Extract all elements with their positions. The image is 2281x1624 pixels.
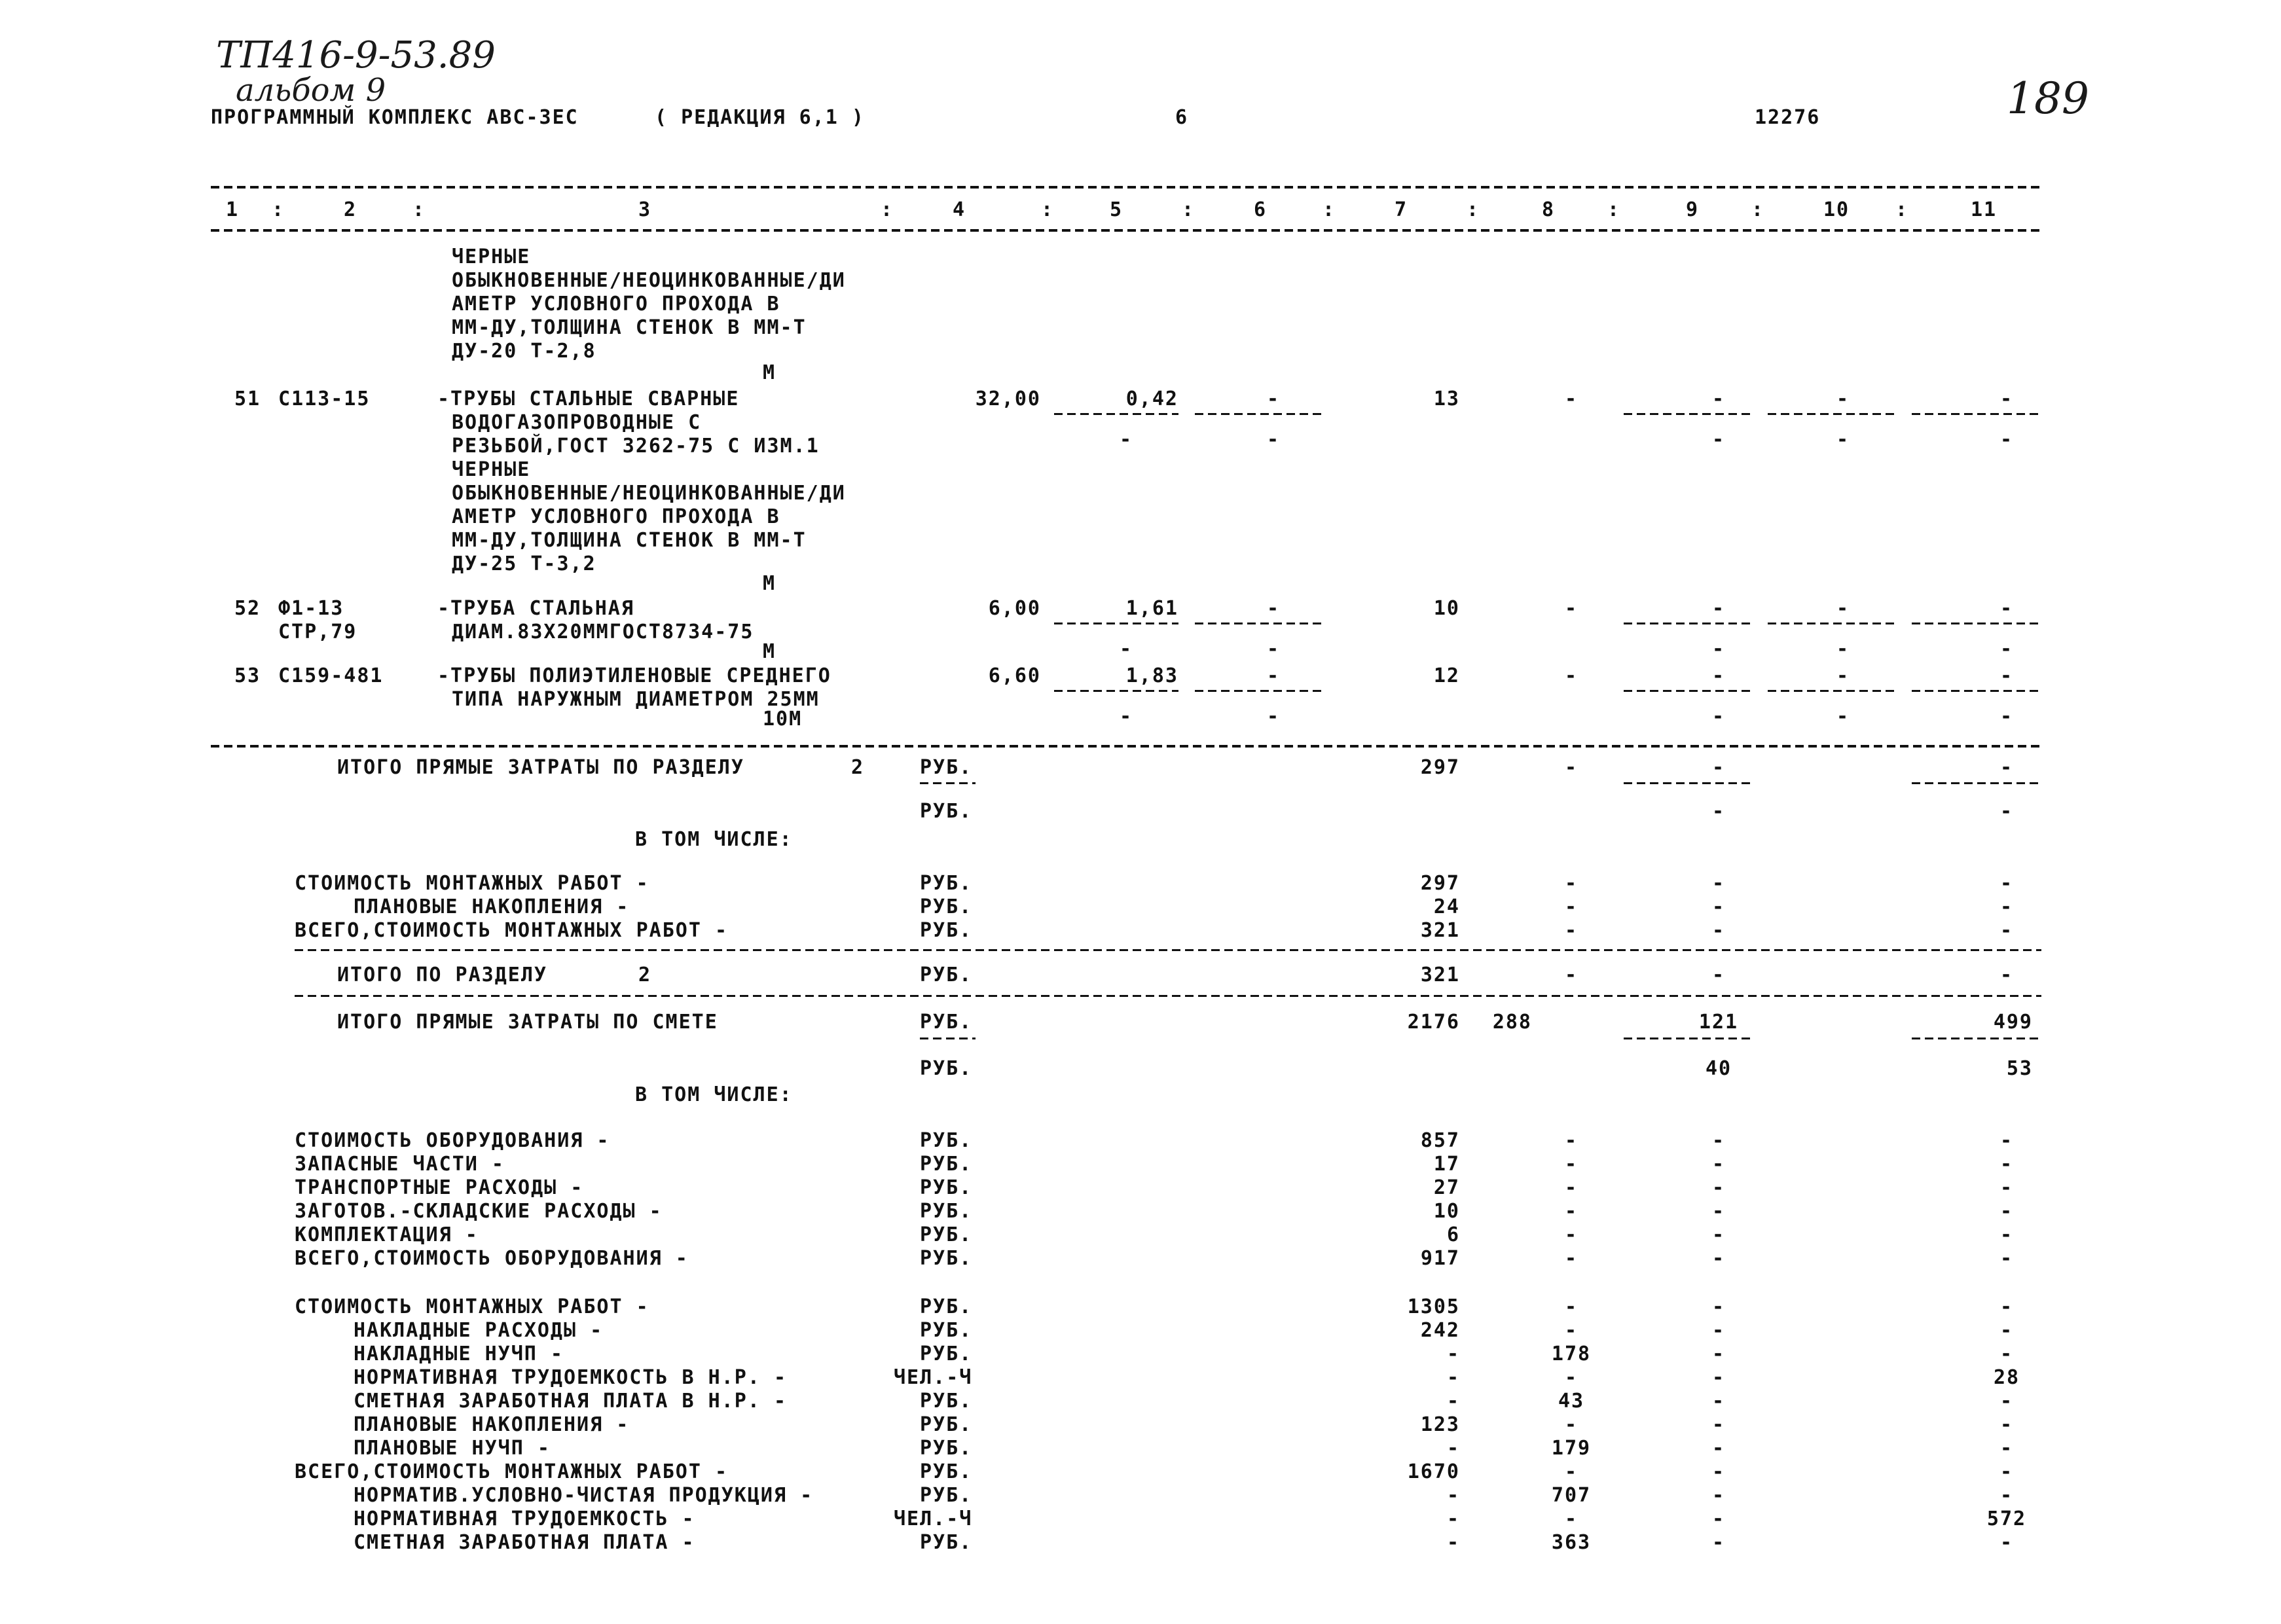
- section-rule: [211, 745, 2041, 748]
- item-subrule: [1054, 623, 1178, 624]
- estimate-total-unit: РУБ.: [920, 1011, 973, 1034]
- summary-row-label: ЗАГОТОВ.-СКЛАДСКИЕ РАСХОДЫ -: [295, 1200, 663, 1223]
- estimate-total-col9: 121: [1698, 1011, 1739, 1034]
- section-total-col8: -: [1564, 756, 1578, 779]
- column-separator: :: [881, 198, 894, 221]
- summary-row-col7: -: [1446, 1437, 1460, 1460]
- column-separator: :: [272, 198, 285, 221]
- item-description-line: -ТРУБЫ СТАЛЬНЫЕ СВАРНЫЕ: [437, 388, 740, 410]
- summary-row-col9: -: [1711, 1531, 1726, 1554]
- item-subrule: [1624, 623, 1751, 624]
- handwritten-project-code: ТП416-9-53.89: [216, 34, 496, 77]
- summary-row-label: НОРМАТИВ.УСЛОВНО-ЧИСТАЯ ПРОДУКЦИЯ -: [354, 1484, 814, 1507]
- item-col6: -: [1266, 664, 1281, 687]
- header-title: ПРОГРАММНЫЙ КОМПЛЕКС АВС-3ЕС: [211, 106, 579, 129]
- summary-row-col7: 857: [1420, 1129, 1460, 1152]
- section-total-unit2: РУБ.: [920, 800, 973, 823]
- item-sub-col11: -: [1999, 638, 2014, 660]
- summary-row-col7: -: [1446, 1531, 1460, 1554]
- estimate-total-unit2: РУБ.: [920, 1057, 973, 1080]
- column-separator: :: [1751, 198, 1765, 221]
- summary-row-col11: -: [1999, 919, 2014, 942]
- summary-row-col7: 10: [1433, 1200, 1460, 1223]
- item-number: 53: [234, 664, 261, 687]
- summary-row-col7: -: [1446, 1390, 1460, 1413]
- section-sum-col11: -: [1999, 964, 2014, 986]
- handwritten-page-number: 189: [2007, 73, 2089, 124]
- column-header-6: 6: [1254, 198, 1268, 221]
- summary-row-label: КОМПЛЕКТАЦИЯ -: [295, 1223, 479, 1246]
- column-header-2: 2: [344, 198, 357, 221]
- item-description-line: ВОДОГАЗОПРОВОДНЫЕ С: [452, 411, 702, 434]
- estimate-total-col8: 288: [1492, 1011, 1532, 1034]
- section-sum-col8: -: [1564, 964, 1578, 986]
- summary-row-unit: РУБ.: [920, 1319, 973, 1342]
- summary-row-col11: -: [1999, 1176, 2014, 1199]
- summary-row-col9: -: [1711, 1295, 1726, 1318]
- item-description-line: ТИПА НАРУЖНЫМ ДИАМЕТРОМ 25ММ: [452, 688, 820, 711]
- summary-row-unit: РУБ.: [920, 1200, 973, 1223]
- item-subrule: [1195, 413, 1323, 415]
- summary-row-label: СТОИМОСТЬ МОНТАЖНЫХ РАБОТ -: [295, 1295, 649, 1318]
- summary-row-col11: -: [1999, 1437, 2014, 1460]
- item-col11: -: [1999, 597, 2014, 620]
- estimate-total-col7: 2176: [1407, 1011, 1460, 1034]
- item-col9: -: [1711, 664, 1726, 687]
- summary-row-col11: -: [1999, 1295, 2014, 1318]
- item-sub-col6: -: [1266, 705, 1281, 728]
- item-subrule: [1624, 413, 1751, 415]
- header-code: 12276: [1755, 106, 1821, 129]
- item-total-col7: 13: [1433, 388, 1460, 410]
- item-sub-col9: -: [1711, 428, 1726, 451]
- item-subrule: [1054, 413, 1178, 415]
- column-header-4: 4: [953, 198, 966, 221]
- summary-row-unit: РУБ.: [920, 1390, 973, 1413]
- item-col9: -: [1711, 388, 1726, 410]
- section-sum-col9: -: [1711, 964, 1726, 986]
- summary-row-col8: -: [1564, 1200, 1578, 1223]
- summary-row-label: ПЛАНОВЫЕ НАКОПЛЕНИЯ -: [354, 895, 630, 918]
- section-total-col7: 297: [1420, 756, 1460, 779]
- item-col8: -: [1564, 597, 1578, 620]
- item-number: 52: [234, 597, 261, 620]
- section-sum-label: ИТОГО ПО РАЗДЕЛУ: [337, 964, 547, 986]
- item-total-col7: 10: [1433, 597, 1460, 620]
- summary-row-col9: -: [1711, 872, 1726, 895]
- summary-row-col8: -: [1564, 872, 1578, 895]
- column-separator: :: [1041, 198, 1055, 221]
- item-sub-col11: -: [1999, 428, 2014, 451]
- item-sub-col9: -: [1711, 638, 1726, 660]
- estimate-subrule: [1624, 1038, 1751, 1039]
- summary-row-unit: РУБ.: [920, 1153, 973, 1176]
- summary-row-col9: -: [1711, 1176, 1726, 1199]
- summary-row-label: НОРМАТИВНАЯ ТРУДОЕМКОСТЬ -: [354, 1507, 695, 1530]
- summary-row-unit: ЧЕЛ.-Ч: [894, 1507, 973, 1530]
- item-description-line: ДУ-20 Т-2,8: [452, 340, 596, 363]
- item-description-line: ММ-ДУ,ТОЛЩИНА СТЕНОК В ММ-Т: [452, 316, 807, 339]
- item-subrule: [1768, 623, 1895, 624]
- summary-row-col9: -: [1711, 1366, 1726, 1389]
- summary-row-col8: -: [1564, 1295, 1578, 1318]
- column-header-3: 3: [638, 198, 652, 221]
- summary-row-col8: -: [1564, 1319, 1578, 1342]
- section-total-number: 2: [851, 756, 865, 779]
- column-separator: :: [412, 198, 426, 221]
- summary-row-col9: -: [1711, 1247, 1726, 1270]
- summary-row-col9: -: [1711, 1200, 1726, 1223]
- summary-row-col9: -: [1711, 1507, 1726, 1530]
- item-description-line: ЧЕРНЫЕ: [452, 458, 531, 481]
- column-header-1: 1: [226, 198, 240, 221]
- summary-row-col11: -: [1999, 1129, 2014, 1152]
- summary-row-unit: РУБ.: [920, 1343, 973, 1365]
- summary-row-unit: ЧЕЛ.-Ч: [894, 1366, 973, 1389]
- column-separator: :: [1607, 198, 1621, 221]
- header-bottom-rule: [211, 229, 2041, 232]
- summary-row-col9: -: [1711, 1343, 1726, 1365]
- item-description-line: ДУ-25 Т-3,2: [452, 552, 596, 575]
- summary-row-col7: 24: [1433, 895, 1460, 918]
- summary-row-col11: -: [1999, 1413, 2014, 1436]
- summary-row-col8: 179: [1551, 1437, 1592, 1460]
- summary-row-col11: -: [1999, 1153, 2014, 1176]
- summary-row-label: СМЕТНАЯ ЗАРАБОТНАЯ ПЛАТА В Н.Р. -: [354, 1390, 788, 1413]
- summary-row-unit: РУБ.: [920, 1129, 973, 1152]
- column-header-7: 7: [1395, 198, 1408, 221]
- summary-row-col7: -: [1446, 1343, 1460, 1365]
- item-col6: -: [1266, 597, 1281, 620]
- estimate-total-col11: 499: [1993, 1011, 2033, 1034]
- summary-row-unit: РУБ.: [920, 919, 973, 942]
- summary-row-col7: 1670: [1407, 1460, 1460, 1483]
- summary-row-unit: РУБ.: [920, 1460, 973, 1483]
- header-page: 6: [1175, 106, 1189, 129]
- summary-row-col9: -: [1711, 1319, 1726, 1342]
- item-col8: -: [1564, 388, 1578, 410]
- summary-row-label: ВСЕГО,СТОИМОСТЬ ОБОРУДОВАНИЯ -: [295, 1247, 689, 1270]
- item-description-line: -ТРУБЫ ПОЛИЭТИЛЕНОВЫЕ СРЕДНЕГО: [437, 664, 831, 687]
- summary-row-col11: -: [1999, 1484, 2014, 1507]
- summary-row-col8: 43: [1558, 1390, 1585, 1413]
- summary-row-col7: 17: [1433, 1153, 1460, 1176]
- section-total-label: ИТОГО ПРЯМЫЕ ЗАТРАТЫ ПО РАЗДЕЛУ: [337, 756, 744, 779]
- item-unit: М: [763, 361, 776, 384]
- summary-row-label: ПЛАНОВЫЕ НАКОПЛЕНИЯ -: [354, 1413, 630, 1436]
- summary-row-unit: РУБ.: [920, 1437, 973, 1460]
- column-header-8: 8: [1542, 198, 1556, 221]
- summary-row-label: НОРМАТИВНАЯ ТРУДОЕМКОСТЬ В Н.Р. -: [354, 1366, 788, 1389]
- item-description-line: ОБЫКНОВЕННЫЕ/НЕОЦИНКОВАННЫЕ/ДИ: [452, 269, 846, 292]
- item-subrule: [1912, 413, 2041, 415]
- column-separator: :: [1895, 198, 1909, 221]
- estimate-total-label: ИТОГО ПРЯМЫЕ ЗАТРАТЫ ПО СМЕТЕ: [337, 1011, 718, 1034]
- item-description-line: АМЕТР УСЛОВНОГО ПРОХОДА В: [452, 505, 780, 528]
- item-subrule: [1195, 623, 1323, 624]
- item-subrule: [1912, 690, 2041, 692]
- table-top-rule: [211, 186, 2041, 189]
- summary-row-col7: -: [1446, 1484, 1460, 1507]
- summary-row-col11: -: [1999, 1223, 2014, 1246]
- summary-row-col11: -: [1999, 1460, 2014, 1483]
- including-heading: В ТОМ ЧИСЛЕ:: [635, 1083, 793, 1106]
- item-quantity: 6,00: [988, 597, 1041, 620]
- item-description-line: ММ-ДУ,ТОЛЩИНА СТЕНОК В ММ-Т: [452, 529, 807, 552]
- summary-row-unit: РУБ.: [920, 1223, 973, 1246]
- item-unit: М: [763, 640, 776, 663]
- summary-row-col11: 572: [1986, 1507, 2027, 1530]
- item-code: Ф1-13: [278, 597, 344, 620]
- summary-row-col8: -: [1564, 1223, 1578, 1246]
- section-total-unit: РУБ.: [920, 756, 973, 779]
- item-sub-col5: -: [1119, 638, 1133, 660]
- summary-row-label: НАКЛАДНЫЕ НУЧП -: [354, 1343, 564, 1365]
- item-description-line: АМЕТР УСЛОВНОГО ПРОХОДА В: [452, 293, 780, 316]
- item-sub-col5: -: [1119, 428, 1133, 451]
- summary-row-col11: -: [1999, 1531, 2014, 1554]
- item-description-line: ЧЕРНЫЕ: [452, 245, 531, 268]
- summary-row-unit: РУБ.: [920, 1176, 973, 1199]
- summary-row-col8: -: [1564, 919, 1578, 942]
- summary-row-label: НАКЛАДНЫЕ РАСХОДЫ -: [354, 1319, 604, 1342]
- summary-row-col11: -: [1999, 1343, 2014, 1365]
- section-total-col9: -: [1711, 756, 1726, 779]
- item-code-page: СТР,79: [278, 621, 357, 643]
- summary-row-col11: -: [1999, 872, 2014, 895]
- summary-row-label: ЗАПАСНЫЕ ЧАСТИ -: [295, 1153, 505, 1176]
- summary-row-col11: -: [1999, 895, 2014, 918]
- item-subrule: [1768, 413, 1895, 415]
- summary-row-col11: -: [1999, 1247, 2014, 1270]
- item-quantity: 32,00: [975, 388, 1041, 410]
- summary-row-col11: -: [1999, 1200, 2014, 1223]
- estimate-total-col11b: 53: [2006, 1057, 2033, 1080]
- summary-row-col9: -: [1711, 1437, 1726, 1460]
- summary-row-unit: РУБ.: [920, 872, 973, 895]
- item-col11: -: [1999, 664, 2014, 687]
- item-sub-col10: -: [1836, 705, 1850, 728]
- summary-row-unit: РУБ.: [920, 1295, 973, 1318]
- summary-row-col8: 363: [1551, 1531, 1592, 1554]
- summary-row-col11: -: [1999, 1319, 2014, 1342]
- summary-row-label: ПЛАНОВЫЕ НУЧП -: [354, 1437, 551, 1460]
- section-total-col9b: -: [1711, 800, 1726, 823]
- summary-row-col8: -: [1564, 1247, 1578, 1270]
- summary-row-col7: 242: [1420, 1319, 1460, 1342]
- summary-row-col8: -: [1564, 895, 1578, 918]
- column-header-9: 9: [1686, 198, 1700, 221]
- summary-row-col7: 321: [1420, 919, 1460, 942]
- section-sum-unit: РУБ.: [920, 964, 973, 986]
- item-col10: -: [1836, 388, 1850, 410]
- summary-row-col9: -: [1711, 1129, 1726, 1152]
- item-description-line: -ТРУБА СТАЛЬНАЯ: [437, 597, 634, 620]
- summary-row-col7: -: [1446, 1507, 1460, 1530]
- summary-row-col9: -: [1711, 1390, 1726, 1413]
- item-total-col7: 12: [1433, 664, 1460, 687]
- summary-row-col8: -: [1564, 1460, 1578, 1483]
- item-quantity: 6,60: [988, 664, 1041, 687]
- item-subrule: [1624, 690, 1751, 692]
- summary-row-col8: -: [1564, 1176, 1578, 1199]
- summary-row-unit: РУБ.: [920, 1531, 973, 1554]
- column-header-11: 11: [1971, 198, 1998, 221]
- item-col8: -: [1564, 664, 1578, 687]
- item-col10: -: [1836, 597, 1850, 620]
- summary-row-col8: -: [1564, 1507, 1578, 1530]
- item-sub-col5: -: [1119, 705, 1133, 728]
- summary-row-col9: -: [1711, 1460, 1726, 1483]
- summary-row-col7: 123: [1420, 1413, 1460, 1436]
- column-header-5: 5: [1110, 198, 1123, 221]
- item-code: С159-481: [278, 664, 384, 687]
- item-subrule: [1912, 623, 2041, 624]
- item-col10: -: [1836, 664, 1850, 687]
- estimate-total-col9b: 40: [1705, 1057, 1732, 1080]
- summary-row-col7: 297: [1420, 872, 1460, 895]
- summary-row-col7: 6: [1446, 1223, 1460, 1246]
- summary-row-col8: 707: [1551, 1484, 1592, 1507]
- summary-row-unit: РУБ.: [920, 1247, 973, 1270]
- summary-row-label: СТОИМОСТЬ МОНТАЖНЫХ РАБОТ -: [295, 872, 649, 895]
- item-sub-col6: -: [1266, 428, 1281, 451]
- column-separator: :: [1467, 198, 1480, 221]
- summary-row-col11: -: [1999, 1390, 2014, 1413]
- summary-row-label: СТОИМОСТЬ ОБОРУДОВАНИЯ -: [295, 1129, 610, 1152]
- summary-row-col8: -: [1564, 1153, 1578, 1176]
- item-unit-price: 1,61: [1125, 597, 1178, 620]
- summary-row-unit: РУБ.: [920, 1484, 973, 1507]
- section-total-col11: -: [1999, 756, 2014, 779]
- item-col6: -: [1266, 388, 1281, 410]
- summary-row-col9: -: [1711, 1484, 1726, 1507]
- summary-row-label: ВСЕГО,СТОИМОСТЬ МОНТАЖНЫХ РАБОТ -: [295, 919, 729, 942]
- summary-row-col9: -: [1711, 1223, 1726, 1246]
- item-subrule: [1768, 690, 1895, 692]
- item-subrule: [1195, 690, 1323, 692]
- summary-row-unit: РУБ.: [920, 1413, 973, 1436]
- item-unit: 10М: [763, 708, 803, 731]
- summary-row-label: ТРАНСПОРТНЫЕ РАСХОДЫ -: [295, 1176, 584, 1199]
- section-subrule: [1624, 782, 1751, 784]
- item-number: 51: [234, 388, 261, 410]
- section-sum-col7: 321: [1420, 964, 1460, 986]
- column-separator: :: [1182, 198, 1195, 221]
- item-col11: -: [1999, 388, 2014, 410]
- summary-row-col7: 27: [1433, 1176, 1460, 1199]
- item-sub-col11: -: [1999, 705, 2014, 728]
- item-description-line: РЕЗЬБОЙ,ГОСТ 3262-75 С ИЗМ.1: [452, 435, 820, 458]
- summary-row-col8: -: [1564, 1129, 1578, 1152]
- section-sum-number: 2: [638, 964, 652, 986]
- unit-subrule: [920, 782, 976, 784]
- item-description-line: ДИАМ.83Х20ММГОСТ8734-75: [452, 621, 754, 643]
- item-col9: -: [1711, 597, 1726, 620]
- item-unit-price: 1,83: [1125, 664, 1178, 687]
- including-heading: В ТОМ ЧИСЛЕ:: [635, 828, 793, 851]
- unit-subrule: [920, 1038, 976, 1039]
- handwritten-album: альбом 9: [236, 72, 386, 109]
- item-unit-price: 0,42: [1125, 388, 1178, 410]
- summary-row-unit: РУБ.: [920, 895, 973, 918]
- column-header-10: 10: [1823, 198, 1850, 221]
- summary-row-col8: -: [1564, 1366, 1578, 1389]
- summary-row-col9: -: [1711, 1413, 1726, 1436]
- estimate-subrule: [1912, 1038, 2041, 1039]
- summary-row-col8: -: [1564, 1413, 1578, 1436]
- item-sub-col6: -: [1266, 638, 1281, 660]
- summary-row-col7: -: [1446, 1366, 1460, 1389]
- estimate-rule: [295, 995, 2041, 997]
- item-code: С113-15: [278, 388, 371, 410]
- section-subrule: [1912, 782, 2041, 784]
- section-sum-rule: [295, 949, 2041, 951]
- summary-row-col11: 28: [1993, 1366, 2020, 1389]
- item-unit: М: [763, 572, 776, 595]
- item-subrule: [1054, 690, 1178, 692]
- item-sub-col10: -: [1836, 428, 1850, 451]
- column-separator: :: [1323, 198, 1336, 221]
- summary-row-col7: 1305: [1407, 1295, 1460, 1318]
- header-edition: ( РЕДАКЦИЯ 6,1 ): [655, 106, 865, 129]
- summary-row-label: СМЕТНАЯ ЗАРАБОТНАЯ ПЛАТА -: [354, 1531, 695, 1554]
- summary-row-col7: 917: [1420, 1247, 1460, 1270]
- section-total-col11b: -: [1999, 800, 2014, 823]
- item-description-line: ОБЫКНОВЕННЫЕ/НЕОЦИНКОВАННЫЕ/ДИ: [452, 482, 846, 505]
- item-sub-col9: -: [1711, 705, 1726, 728]
- summary-row-col9: -: [1711, 919, 1726, 942]
- summary-row-label: ВСЕГО,СТОИМОСТЬ МОНТАЖНЫХ РАБОТ -: [295, 1460, 729, 1483]
- summary-row-col9: -: [1711, 1153, 1726, 1176]
- summary-row-col9: -: [1711, 895, 1726, 918]
- summary-row-col8: 178: [1551, 1343, 1592, 1365]
- item-sub-col10: -: [1836, 638, 1850, 660]
